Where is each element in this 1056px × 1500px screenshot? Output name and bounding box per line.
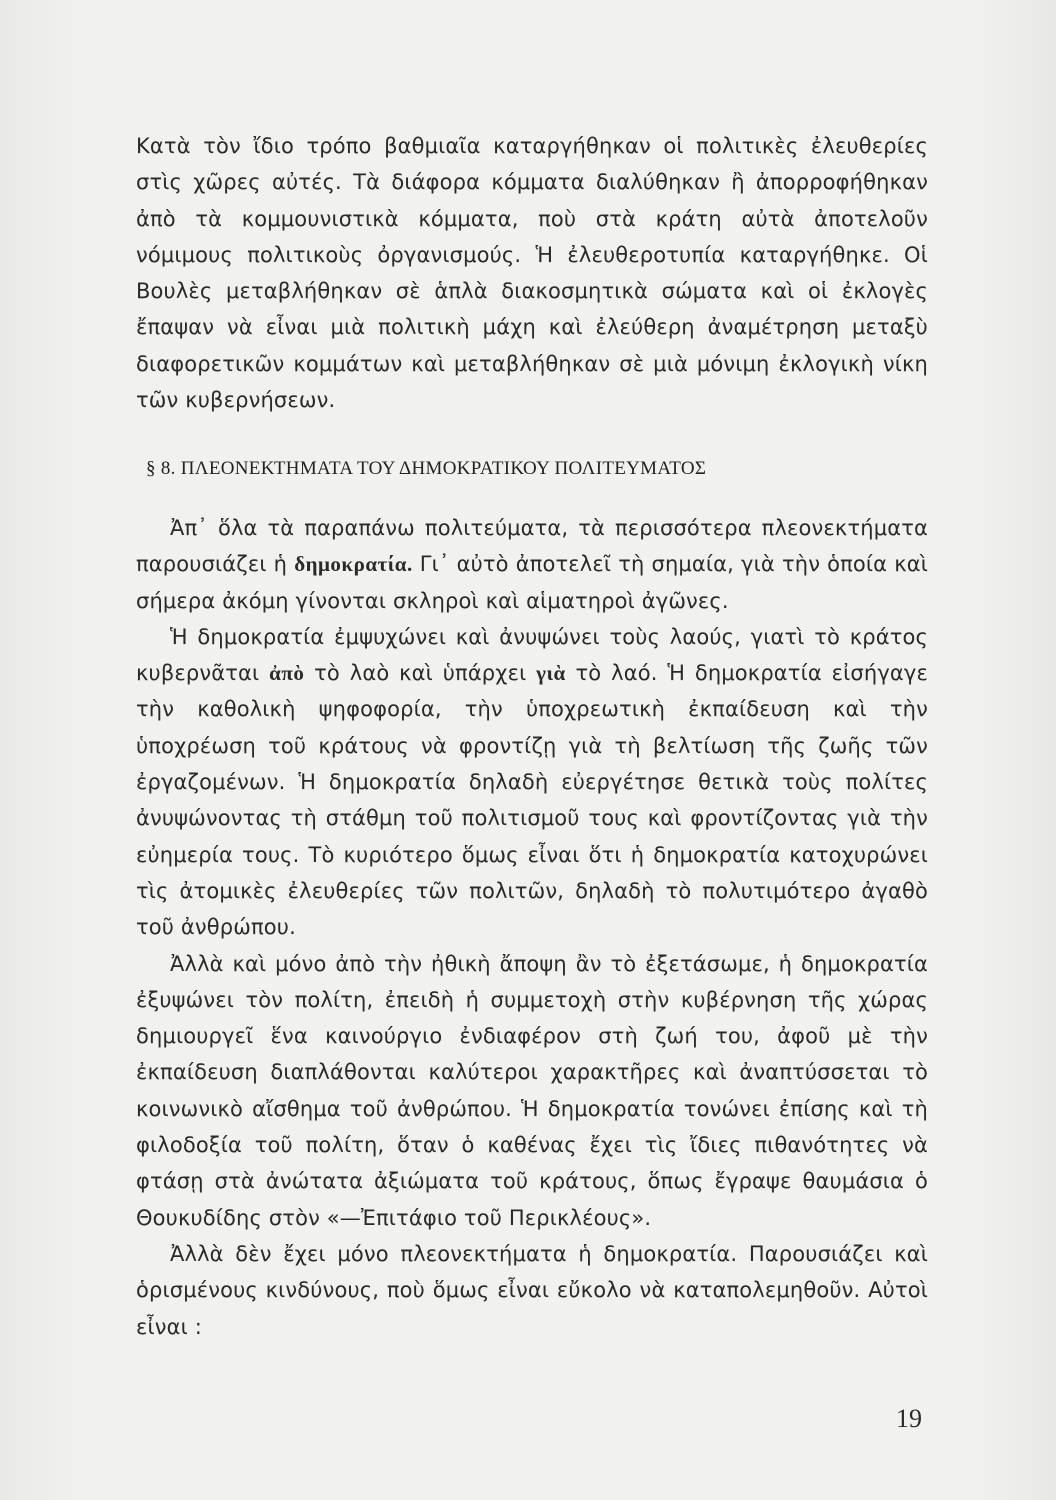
paragraph-democracy-uplifts-text-3: τὸ λαό. Ἡ δημοκρατία εἰσήγαγε τὴν καθολικὴ ψηφοφορία, τὴν ὑποχρεωτικὴ ἐκπαίδευση καὶ τὴν ὑποχρέωση τοῦ κράτους νὰ φροντίζῃ γιὰ τὴ βελτίωση τῆς ζωῆς τῶν ἐργαζομένων. Ἡ δημοκρατία δηλαδὴ εὐεργέτησε θετικὰ τοὺς πολίτες ἀνυψώνοντας τὴ στάθμη τοῦ πολιτισμοῦ τους καὶ φροντίζοντας γιὰ τὴν εὐημερία τους. Τὸ κυριότερο ὅμως εἶναι ὅτι ἡ δημοκρατία κατοχυρώνει τὶς ἀτομικὲς ἐλευθερίες τῶν πολιτῶν, δηλαδὴ τὸ πολυτιμότερο ἀγαθὸ τοῦ ἀνθρώπου.: [136, 661, 928, 940]
emphasis-by: ἀπὸ: [269, 661, 305, 686]
section-8-body: [136, 510, 928, 1345]
paragraph-democracy-advantages-text-2: Γι᾽ αὐτὸ ἀποτελεῖ τὴ σημαία, γιὰ τὴν ὁποία καὶ σήμερα ἀκόμη γίνονται σκληροὶ καὶ αἱματηροὶ ἀγῶνες.: [136, 552, 929, 613]
emphasis-for: γιὰ: [536, 661, 566, 686]
emphasis-democracy: δημοκρατία.: [294, 552, 413, 577]
paragraph-democracy-advantages-text-1: Ἀπ᾽ ὅλα τὰ παραπάνω πολιτεύματα, τὰ περισσότερα πλεονεκτήματα παρουσιάζει ἡ: [136, 516, 928, 577]
paragraph-moral-view: Ἀλλὰ καὶ μόνο ἀπὸ τὴν ἠθικὴ ἄποψη ἂν τὸ ἐξετάσωμε, ἡ δημοκρατία ἐξυψώνει τὸν πολίτη, ἐπειδὴ ἡ συμμετοχὴ στὴν κυβέρνηση τῆς χώρας δημιουργεῖ ἕνα καινούργιο ἐνδιαφέρον στὴ ζωή του, ἀφοῦ μὲ τὴν ἐκπαίδευση διαπλάθονται καλύτεροι χαρακτῆρες καὶ ἀναπτύσσεται τὸ κοινωνικὸ αἴσθημα τοῦ ἀνθρώπου. Ἡ δημοκρατία τονώνει ἐπίσης καὶ τὴ φιλοδοξία τοῦ πολίτη, ὅταν ὁ καθένας ἔχει τὶς ἴδιες πιθανότητες νὰ φτάσῃ στὰ ἀνώτατα ἀξιώματα τοῦ κράτους, ὅπως ἔγραψε θαυμάσια ὁ Θουκυδίδης στὸν «—Ἐπιτάφιο τοῦ Περικλέους».: [136, 951, 928, 1230]
paragraph-dangers: Ἀλλὰ δὲν ἔχει μόνο πλεονεκτήματα ἡ δημοκρατία. Παρουσιάζει καὶ ὁρισμένους κινδύνους, ποὺ ὅμως εἶναι εὔκολο νὰ καταπολεμηθοῦν. Αὐτοὶ εἶναι :: [136, 1241, 928, 1339]
page-number: 19: [896, 1404, 922, 1433]
paragraph-democracy-uplifts: [136, 619, 928, 946]
paragraph-democracy-uplifts-text-1: Ἡ δημοκρατία ἐμψυχώνει καὶ ἀνυψώνει τοὺς λαούς, γιατὶ τὸ κράτος κυβερνᾶται: [136, 624, 928, 686]
paragraph-democracy-uplifts-text-2: τὸ λαὸ καὶ ὑπάρχει: [304, 661, 537, 686]
paragraph-democracy-advantages: [136, 510, 928, 619]
paragraph-political-freedoms: Κατὰ τὸν ἴδιο τρόπο βαθμιαῖα καταργήθηκαν οἱ πολιτικὲς ἐλευθερίες στὶς χῶρες αὐτές. Τὰ διάφορα κόμματα διαλύθηκαν ἢ ἀπορροφήθηκαν ἀπὸ τὰ κομμουνιστικὰ κόμματα, ποὺ στὰ κράτη αὐτὰ ἀποτελοῦν νόμιμους πολιτικοὺς ὀργανισμούς. Ἡ ἐλευθεροτυπία καταργήθηκε. Οἱ Βουλὲς μεταβλήθηκαν σὲ ἁπλὰ διακοσμητικὰ σώματα καὶ οἱ ἐκλογὲς ἔπαψαν νὰ εἶναι μιὰ πολιτικὴ μάχη καὶ ἐλεύθερη ἀναμέτρηση μεταξὺ διαφορετικῶν κομμάτων καὶ μεταβλήθηκαν σὲ μιὰ μόνιμη ἐκλογικὴ νίκη τῶν κυβερνήσεων.: [136, 134, 928, 413]
opening-text-block: [136, 128, 928, 418]
section-heading: § 8. ΠΛΕΟΝΕΚΤΗΜΑΤΑ ΤΟΥ ΔΗΜΟΚΡΑΤΙΚΟΥ ΠΟΛΙΤΕΥΜΑΤΟΣ: [146, 458, 707, 479]
